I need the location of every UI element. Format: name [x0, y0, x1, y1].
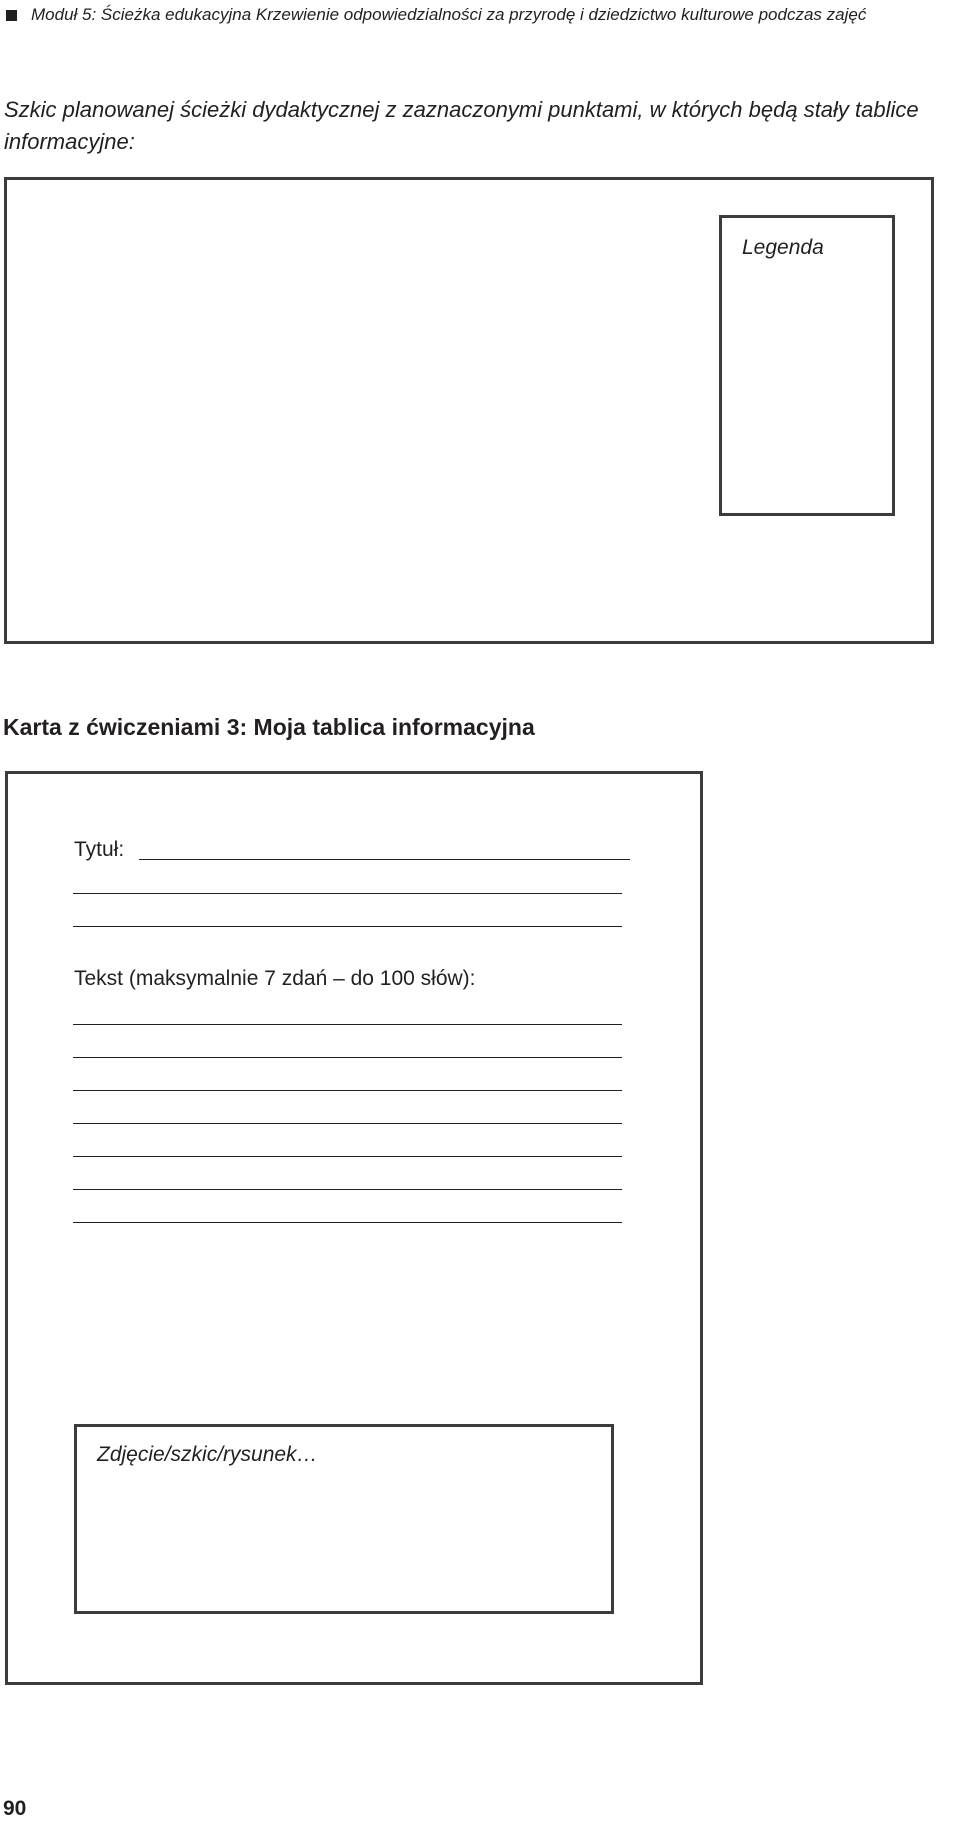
photo-label: Zdjęcie/szkic/rysunek… [97, 1443, 318, 1466]
legend-label: Legenda [742, 236, 824, 259]
title-input-line[interactable] [73, 926, 622, 927]
photo-box[interactable] [74, 1424, 614, 1614]
text-field-label: Tekst (maksymalnie 7 zdań – do 100 słów): [74, 967, 476, 990]
header-title: Moduł 5: Ścieżka edukacyjna Krzewienie odpowiedzialności za przyrodę i dziedzictwo kulturowe podczas zajęć [31, 5, 867, 24]
text-input-line[interactable] [73, 1123, 622, 1124]
text-input-line[interactable] [73, 1222, 622, 1223]
text-input-line[interactable] [73, 1090, 622, 1091]
title-field-label: Tytuł: [74, 838, 125, 861]
intro-text: Szkic planowanej ścieżki dydaktycznej z zaznaczonymi punktami, w których będą stały tablice informacyjne: [4, 97, 919, 154]
square-bullet-icon [6, 10, 17, 21]
running-header [0, 2, 960, 28]
text-input-line[interactable] [73, 1156, 622, 1157]
text-input-line[interactable] [73, 1189, 622, 1190]
text-input-line[interactable] [73, 1057, 622, 1058]
legend-box[interactable] [719, 215, 895, 516]
page-number: 90 [3, 1797, 27, 1820]
title-input-line[interactable] [73, 893, 622, 894]
title-input-line[interactable] [139, 859, 630, 860]
exercise-title: Karta z ćwiczeniami 3: Moja tablica informacyjna [3, 714, 535, 740]
text-input-line[interactable] [73, 1024, 622, 1025]
